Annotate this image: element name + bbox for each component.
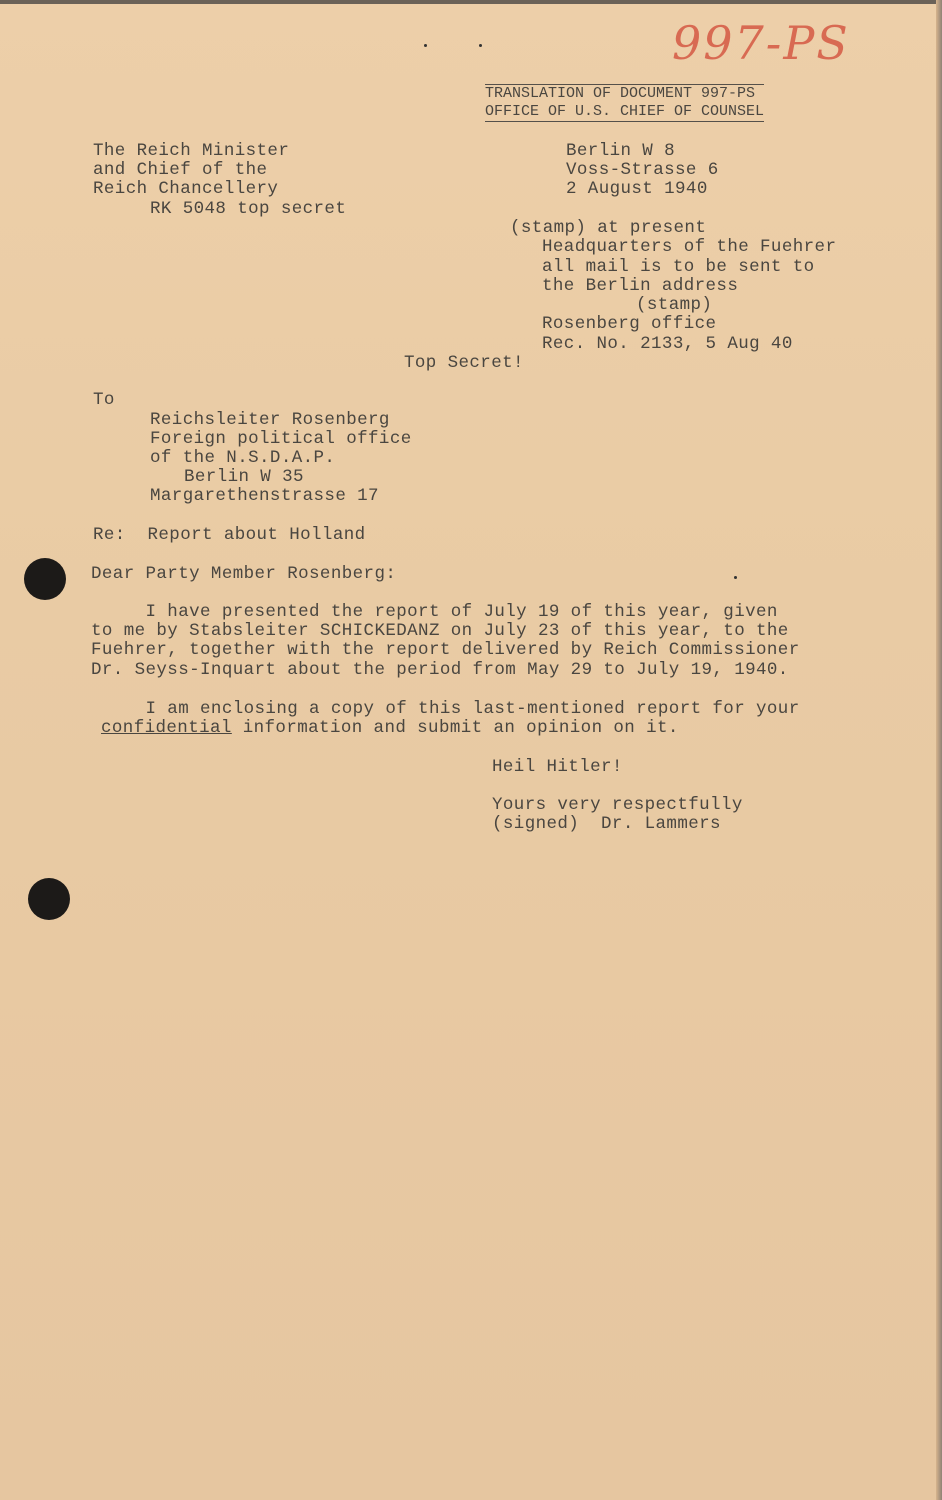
body-p2-line-1: I am enclosing a copy of this last-mentioned report for your (91, 699, 800, 719)
closing-greeting: Heil Hitler! (492, 757, 623, 777)
address-line-2: Voss-Strasse 6 (566, 160, 719, 180)
body-p2-line-2 (101, 719, 679, 738)
stamp-line-3: all mail is to be sent to (542, 257, 815, 277)
stamp-line-7: Rec. No. 2133, 5 Aug 40 (542, 334, 793, 354)
punch-hole-top (24, 558, 66, 600)
recipient-line-2: Foreign political office (150, 429, 412, 449)
recipient-line-3: of the N.S.D.A.P. (150, 448, 336, 468)
punch-hole-bottom (28, 878, 70, 920)
signature-line: (signed) Dr. Lammers (492, 814, 721, 834)
page-top-edge (0, 0, 942, 4)
body-p1-line-3: Fuehrer, together with the report delivered by Reich Commissioner (91, 640, 800, 660)
body-p1-line-1: I have presented the report of July 19 of this year, given (91, 602, 778, 622)
closing-line-1: Yours very respectfully (492, 795, 743, 815)
translation-header (485, 84, 764, 122)
classification-label: Top Secret! (404, 353, 524, 373)
paper-speck (479, 44, 482, 47)
body-p1-line-4: Dr. Seyss-Inquart about the period from May 29 to July 19, 1940. (91, 660, 789, 680)
paper-speck (424, 44, 427, 47)
stamp-line-2: Headquarters of the Fuehrer (542, 237, 837, 257)
address-line-1: Berlin W 8 (566, 141, 676, 161)
body-p1-line-2: to me by Stabsleiter SCHICKEDANZ on July 23 of this year, to the (91, 621, 789, 641)
recipient-to: To (93, 390, 115, 410)
page-right-edge (936, 0, 942, 1500)
sender-line-1: The Reich Minister (93, 141, 290, 161)
recipient-line-4: Berlin W 35 (184, 467, 304, 487)
header-line-1: TRANSLATION OF DOCUMENT 997-PS (485, 84, 764, 103)
recipient-line-5: Margarethenstrasse 17 (150, 486, 379, 506)
underlined-word: confidential (101, 718, 232, 738)
document-number-annotation: 997-PS (672, 16, 850, 70)
stamp-line-6: Rosenberg office (542, 314, 717, 334)
subject-line: Re: Report about Holland (93, 525, 366, 545)
sender-line-4: RK 5048 top secret (150, 199, 347, 219)
stamp-line-1: (stamp) at present (510, 218, 707, 238)
recipient-line-1: Reichsleiter Rosenberg (150, 410, 390, 430)
body-p2-line-2-rest: information and submit an opinion on it. (231, 718, 679, 738)
date-line: 2 August 1940 (566, 179, 708, 199)
stamp-line-4: the Berlin address (542, 276, 739, 296)
header-line-2: OFFICE OF U.S. CHIEF OF COUNSEL (485, 103, 765, 120)
salutation: Dear Party Member Rosenberg: (91, 564, 397, 584)
paper-speck (734, 576, 737, 579)
sender-line-3: Reich Chancellery (93, 179, 279, 199)
sender-line-2: and Chief of the (93, 160, 268, 180)
stamp-line-5: (stamp) (636, 295, 713, 315)
